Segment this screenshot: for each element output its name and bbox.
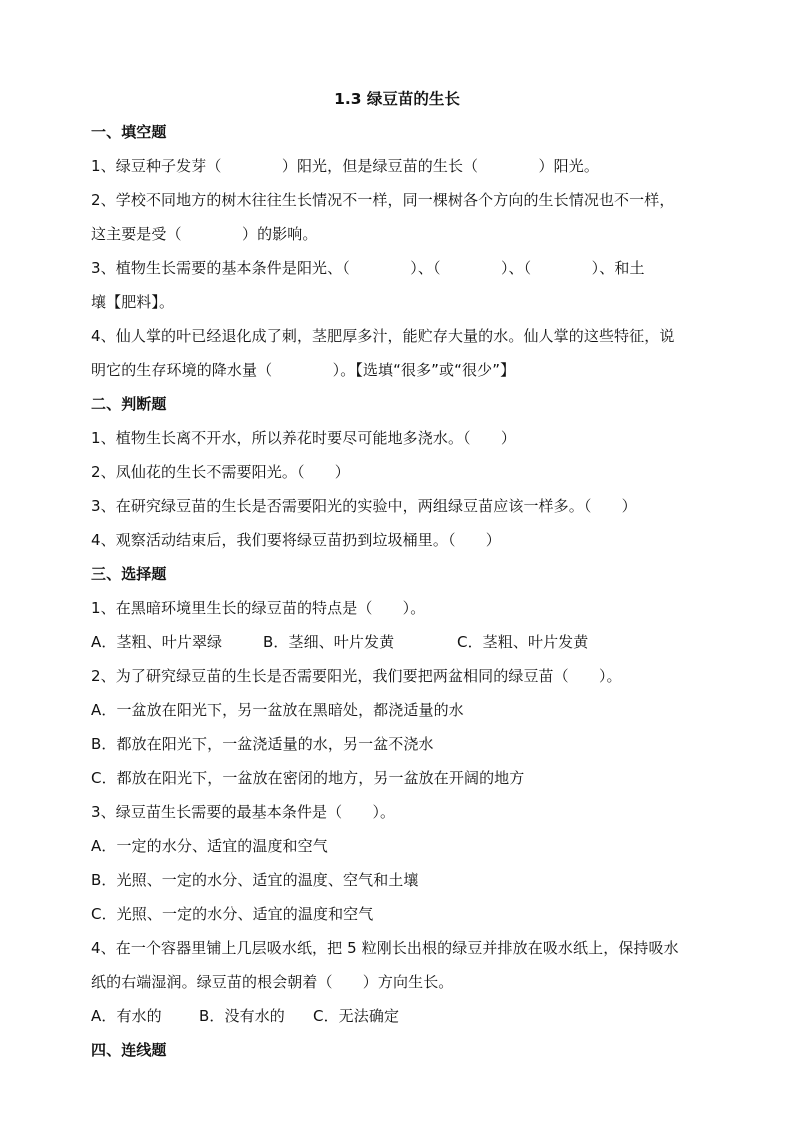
judge-question-1: 1、植物生长离不开水，所以养花时要尽可能地多浇水。（ ）: [91, 429, 516, 447]
choice-question-4-stem-line-1: 4、在一个容器里铺上几层吸水纸，把 5 粒刚长出根的绿豆并排放在吸水纸上，保持吸水: [91, 939, 679, 957]
choice-option-a: A．有水的: [91, 1007, 162, 1025]
choice-option-c: C．无法确定: [313, 1007, 400, 1025]
fill-question-4-line-2: 明它的生存环境的降水量（ ）。【选填“很多”或“很少”】: [91, 361, 516, 379]
choice-option-b: B．没有水的: [199, 1007, 285, 1025]
choice-option-b: B．茎细、叶片发黄: [263, 633, 395, 651]
section-heading-match: 四、连线题: [91, 1041, 167, 1059]
choice-question-4-stem-line-2: 纸的右端湿润。绿豆苗的根会朝着（ ）方向生长。: [91, 973, 454, 991]
fill-question-2-line-2: 这主要是受（ ）的影响。: [91, 225, 318, 243]
choice-question-3-option-a: A．一定的水分、适宜的温度和空气: [91, 837, 328, 855]
judge-question-2: 2、凤仙花的生长不需要阳光。（ ）: [91, 463, 350, 481]
section-heading-choice: 三、选择题: [91, 565, 167, 583]
choice-question-3-stem: 3、绿豆苗生长需要的最基本条件是（ ）。: [91, 803, 396, 821]
fill-question-2-line-1: [91, 190, 703, 210]
choice-option-a: A．茎粗、叶片翠绿: [91, 633, 223, 651]
choice-question-2-option-c: C．都放在阳光下，一盆放在密闭的地方，另一盆放在开阔的地方: [91, 769, 525, 787]
judge-question-4: 4、观察活动结束后，我们要将绿豆苗扔到垃圾桶里。（ ）: [91, 531, 501, 549]
choice-question-2-option-b: B．都放在阳光下，一盆浇适量的水，另一盆不浇水: [91, 735, 434, 753]
page-title: 1.3 绿豆苗的生长: [334, 90, 460, 108]
choice-question-1-stem: 1、在黑暗环境里生长的绿豆苗的特点是（ ）。: [91, 599, 426, 617]
choice-question-4-options: [91, 1006, 399, 1026]
choice-question-2-option-a: A．一盆放在阳光下，另一盆放在黑暗处，都浇适量的水: [91, 701, 464, 719]
fill-question-2-line-1-text: 2、学校不同地方的树木往往生长情况不一样，同一棵树各个方向的生长情况也不一样，: [91, 191, 675, 209]
fill-question-1: 1、绿豆种子发芽（ ）阳光，但是绿豆苗的生长（ ）阳光。: [91, 157, 599, 175]
fill-question-3-line-1: 3、植物生长需要的基本条件是阳光、（ ）、（ ）、（ ）、和土: [91, 259, 645, 277]
choice-option-c: C．茎粗、叶片发黄: [457, 633, 589, 651]
fill-question-3-line-2: 壤【肥料】。: [91, 293, 175, 311]
section-heading-fill: 一、填空题: [91, 123, 167, 141]
section-heading-judge: 二、判断题: [91, 395, 167, 413]
judge-question-3: 3、在研究绿豆苗的生长是否需要阳光的实验中，两组绿豆苗应该一样多。（ ）: [91, 497, 637, 515]
choice-question-1-options: [91, 632, 588, 652]
choice-question-2-stem: 2、为了研究绿豆苗的生长是否需要阳光，我们要把两盆相同的绿豆苗（ ）。: [91, 667, 622, 685]
choice-question-3-option-b: B．光照、一定的水分、适宜的温度、空气和土壤: [91, 871, 419, 889]
choice-question-3-option-c: C．光照、一定的水分、适宜的温度和空气: [91, 905, 374, 923]
fill-question-4-line-1: 4、仙人掌的叶已经退化成了刺，茎肥厚多汁，能贮存大量的水。仙人掌的这些特征，说: [91, 327, 675, 345]
